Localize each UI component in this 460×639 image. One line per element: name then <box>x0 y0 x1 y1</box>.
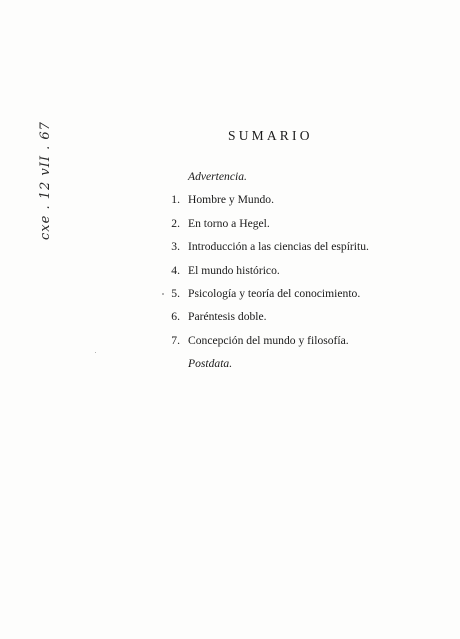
page-title: SUMARIO <box>228 128 313 143</box>
toc-entry-number: 4. <box>171 263 180 277</box>
toc-entry-number: 5. <box>171 286 180 300</box>
toc-entry-7 <box>160 329 420 352</box>
toc-entry-6 <box>160 305 420 328</box>
toc-entry-number: 1. <box>171 193 180 207</box>
toc-entry-title: Advertencia. <box>188 170 247 183</box>
toc-entry-postdata <box>160 352 420 375</box>
toc-entry-title: Psicología y teoría del conocimiento. <box>188 286 361 300</box>
handwritten-margin-note: cxe . 12 vII . 67 <box>38 121 53 240</box>
toc-entry-title: Postdata. <box>188 357 233 371</box>
toc-entry-title: Paréntesis doble. <box>188 310 267 324</box>
toc-entry-5 <box>160 282 420 305</box>
toc-entry-4 <box>160 259 420 282</box>
toc-entry-advertencia <box>160 165 420 188</box>
scan-speck <box>95 352 96 353</box>
scan-speck <box>162 293 164 295</box>
toc-entry-number: 6. <box>171 310 180 324</box>
toc-entry-title: En torno a Hegel. <box>188 216 270 230</box>
toc-entry-title: Hombre y Mundo. <box>188 193 274 207</box>
toc-entry-number: 3. <box>171 240 180 254</box>
toc-entry-number: 7. <box>171 333 180 347</box>
toc-entry-title: Concepción del mundo y filosofía. <box>188 333 349 347</box>
toc-entry-title: Introducción a las ciencias del espíritu. <box>188 240 369 254</box>
toc-entry-2 <box>160 212 420 235</box>
toc-entry-3 <box>160 235 420 258</box>
table-of-contents <box>160 165 420 376</box>
toc-entry-title: El mundo histórico. <box>188 263 280 277</box>
toc-entry-1 <box>160 188 420 211</box>
toc-entry-number: 2. <box>171 216 180 230</box>
